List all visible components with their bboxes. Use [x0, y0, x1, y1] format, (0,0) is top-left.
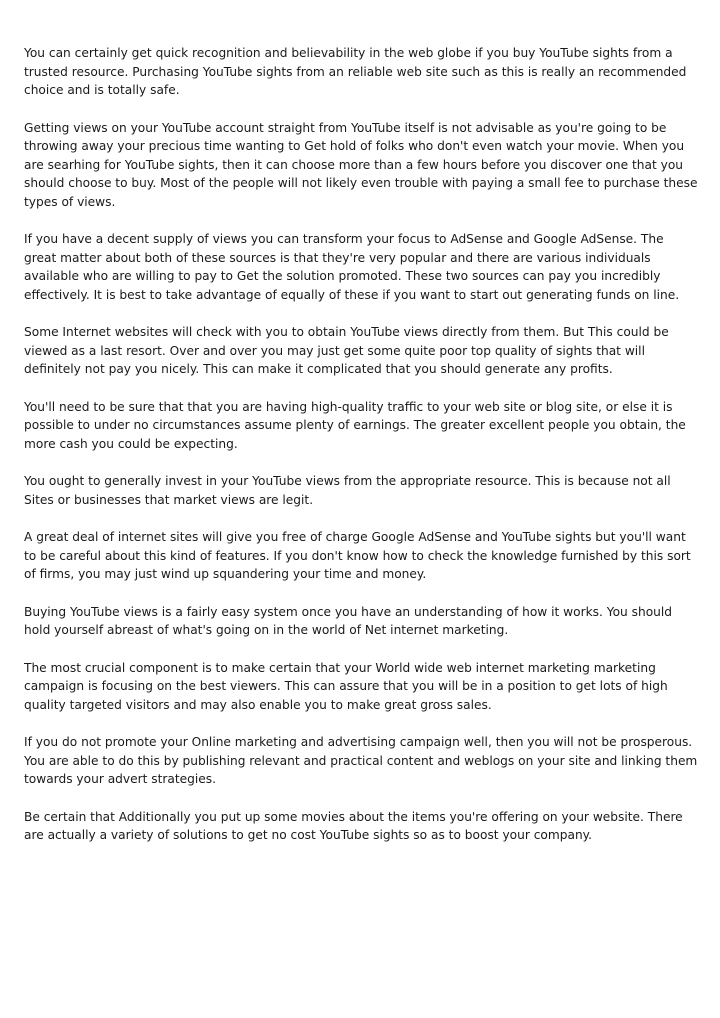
paragraph-9: The most crucial component is to make certain that your World wide web internet marketing marketing campaign is focusing on the best viewers. This can assure that you will be in a position to get lots of high quality targeted visitors and may also enable you to make great gross sales. [24, 660, 668, 712]
paragraph-4: Some Internet websites will check with you to obtain YouTube views directly from them. But This could be viewed as a last resort. Over and over you may just get some quite poor top quality of sights that will definitely not pay you nicely. This can make it complicated that you should generate any profits. [24, 325, 669, 376]
paragraph-7: A great deal of internet sites will give you free of charge Google AdSense and YouTube sights but you'll want to be careful about this kind of features. If you don't know how to check the knowledge furnished by this sort of firms, you may just wind up squandering your time and money. [24, 530, 691, 581]
paragraph-2: Getting views on your YouTube account straight from YouTube itself is not advisable as you're going to be throwing away your precious time wanting to Get hold of folks who don't even watch your movie. When you are searhing for YouTube sights, then it can choose more than a few hours before you discover one that you should choose to buy. Most of the people will not likely even trouble with paying a small fee to purchase these types of views. [24, 120, 698, 209]
paragraph-10: If you do not promote your Online marketing and advertising campaign well, then you will not be prosperous. You are able to do this by publishing relevant and practical content and weblogs on your site and linking them towards your advert strategies. [24, 735, 698, 786]
paragraph-5: You'll need to be sure that that you are having high-quality traffic to your web site or blog site, or else it is possible to under no circumstances assume plenty of earnings. The greater excellent people you obtain, the more cash you could be expecting. [24, 399, 686, 451]
document-body [24, 44, 698, 864]
paragraph-11: Be certain that Additionally you put up some movies about the items you're offering on your website. There are actually a variety of solutions to get no cost YouTube sights so as to boost your company. [24, 809, 683, 842]
paragraph-8: Buying YouTube views is a fairly easy system once you have an understanding of how it works. You should hold yourself abreast of what's going on in the world of Net internet marketing. [24, 604, 673, 637]
paragraph-6: You ought to generally invest in your YouTube views from the appropriate resource. This is because not all Sites or businesses that market views are legit. [24, 474, 671, 507]
paragraph-3: If you have a decent supply of views you can transform your focus to AdSense and Google AdSense. The great matter about both of these sources is that they're very popular and there are various individuals available who are willing to pay to Get the solution promoted. These two sources can pay you incredibly effectively. It is best to take advantage of equally of these if you want to start out generating funds on line. [24, 232, 680, 302]
paragraph-1: You can certainly get quick recognition and believability in the web globe if you buy YouTube sights from a trusted resource. Purchasing YouTube sights from an reliable web site such as this is really an recommended choice and is totally safe. [24, 46, 687, 97]
